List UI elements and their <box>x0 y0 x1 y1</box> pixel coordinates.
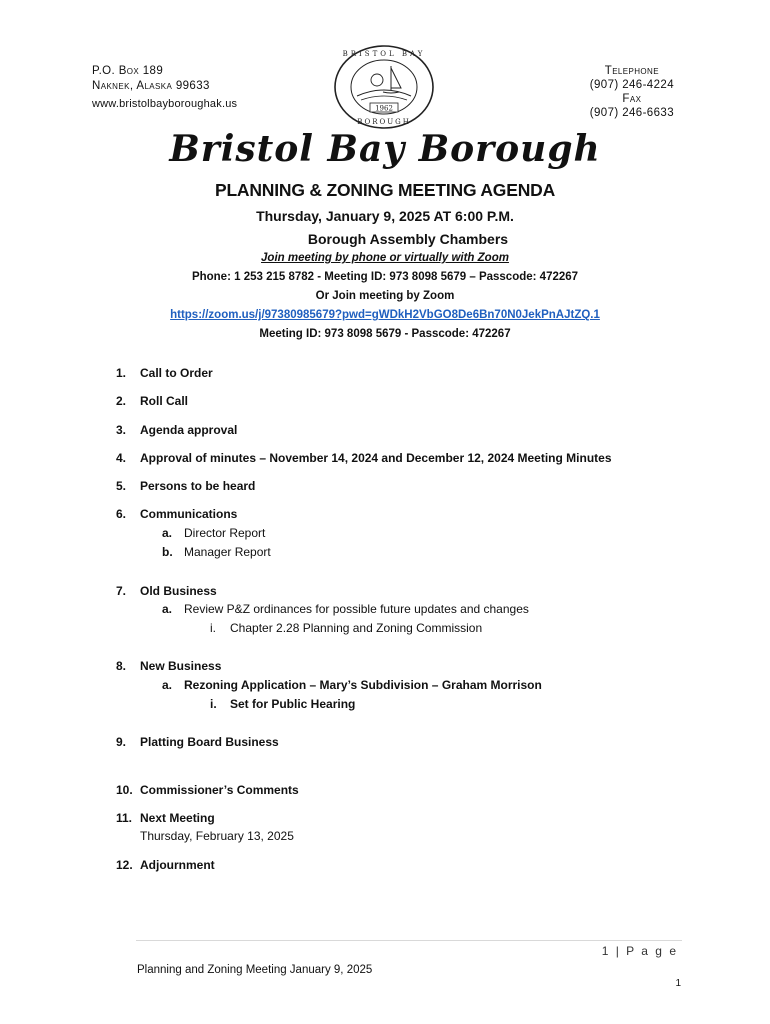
agenda-item-4 <box>116 451 612 465</box>
subitem-label: Rezoning Application – Mary’s Subdivision – Graham Morrison <box>184 678 542 692</box>
fax-number: (907) 246-6633 <box>589 107 674 119</box>
item-number: 5. <box>116 479 127 493</box>
item-number: 4. <box>116 451 127 465</box>
agenda-subitem-6b <box>162 545 271 559</box>
subsubitem-numeral: i. <box>210 697 217 711</box>
item-number: 2. <box>116 394 127 408</box>
page-indicator: 1 | P a g e <box>601 944 678 958</box>
address-line-1: P.O. Box 189 <box>92 65 164 77</box>
item-label: New Business <box>140 659 222 673</box>
contact-block <box>590 64 674 120</box>
agenda-item-11 <box>116 811 215 825</box>
item-label: Platting Board Business <box>140 735 279 749</box>
subitem-letter: a. <box>162 678 173 692</box>
meeting-id-line: Meeting ID: 973 8098 5679 - Passcode: 472267 <box>259 328 511 340</box>
join-note: Join meeting by phone or virtually with Zoom <box>261 252 509 264</box>
zoom-link[interactable]: https://zoom.us/j/97380985679?pwd=gWDkH2VbGO8De6Bn70N0JekPnAJtZQ.1 <box>170 309 600 321</box>
agenda-subsubitem-7ai <box>210 621 482 635</box>
item-number: 3. <box>116 423 127 437</box>
item-label: Persons to be heard <box>140 479 256 493</box>
address-line-2: Naknek, Alaska 99633 <box>92 80 210 92</box>
subsubitem-label: Set for Public Hearing <box>230 697 356 711</box>
address-block <box>92 64 237 112</box>
item-label: Communications <box>140 507 238 521</box>
item-number: 6. <box>116 507 127 521</box>
telephone-number: (907) 246-4224 <box>589 79 674 91</box>
telephone-label: Telephone <box>604 65 659 77</box>
agenda-item-6 <box>116 507 237 521</box>
subitem-label: Manager Report <box>184 545 271 559</box>
agenda-subsubitem-8ai <box>210 697 355 711</box>
subitem-label: Review P&Z ordinances for possible future updates and changes <box>184 602 529 616</box>
website-text: www.bristolbayboroughak.us <box>92 98 238 110</box>
item-label: Roll Call <box>140 394 189 408</box>
agenda-item-2 <box>116 394 188 408</box>
item-label: Adjournment <box>140 858 215 872</box>
item-label: Agenda approval <box>140 423 238 437</box>
item-number: 1. <box>116 366 127 380</box>
item-number: 11. <box>116 811 133 825</box>
borough-seal <box>333 44 435 130</box>
svg-text:1962: 1962 <box>375 104 393 113</box>
agenda-subitem-6a <box>162 526 265 540</box>
item-number: 9. <box>116 735 127 749</box>
agenda-item-5 <box>116 479 255 493</box>
agenda-item-12 <box>116 858 215 872</box>
footer-doc-title: Planning and Zoning Meeting January 9, 2025 <box>137 964 373 976</box>
subitem-label: Director Report <box>184 526 266 540</box>
item-label: Call to Order <box>140 366 213 380</box>
subitem-letter: b. <box>162 545 173 559</box>
item-label: Next Meeting <box>140 811 215 825</box>
borough-name-script: Bristol Bay Borough <box>169 128 601 170</box>
item-number: 8. <box>116 659 127 673</box>
item-label: Approval of minutes – November 14, 2024 and December 12, 2024 Meeting Minutes <box>140 451 612 465</box>
next-meeting-date: Thursday, February 13, 2025 <box>140 829 294 843</box>
item-number: 10. <box>116 783 133 797</box>
svg-text:BOROUGH: BOROUGH <box>357 118 411 126</box>
subitem-letter: a. <box>162 526 173 540</box>
agenda-item-7 <box>116 584 217 598</box>
item-label: Commissioner’s Comments <box>140 783 299 797</box>
agenda-item-1 <box>116 366 213 380</box>
subsubitem-label: Chapter 2.28 Planning and Zoning Commission <box>230 621 483 635</box>
agenda-item-3 <box>116 423 237 437</box>
agenda-subitem-8a <box>162 678 542 692</box>
fax-label: Fax <box>622 93 642 105</box>
agenda-subitem-7a <box>162 602 529 616</box>
page-title: PLANNING & ZONING MEETING AGENDA <box>214 180 556 200</box>
item-label: Old Business <box>140 584 217 598</box>
item-number: 12. <box>116 858 133 872</box>
footer-divider <box>136 940 682 941</box>
meeting-location: Borough Assembly Chambers <box>307 231 509 247</box>
item-number: 7. <box>116 584 127 598</box>
agenda-item-9 <box>116 735 279 749</box>
svg-text:BRISTOL BAY: BRISTOL BAY <box>342 50 426 58</box>
subsubitem-numeral: i. <box>210 621 216 635</box>
or-join-zoom: Or Join meeting by Zoom <box>315 290 455 302</box>
subitem-letter: a. <box>162 602 173 616</box>
phone-line: Phone: 1 253 215 8782 - Meeting ID: 973 8098 5679 – Passcode: 472267 <box>191 271 579 283</box>
agenda-item-10 <box>116 783 299 797</box>
agenda-item-8 <box>116 659 221 673</box>
meeting-datetime: Thursday, January 9, 2025 AT 6:00 P.M. <box>256 208 514 224</box>
footer-page-number: 1 <box>675 978 681 989</box>
